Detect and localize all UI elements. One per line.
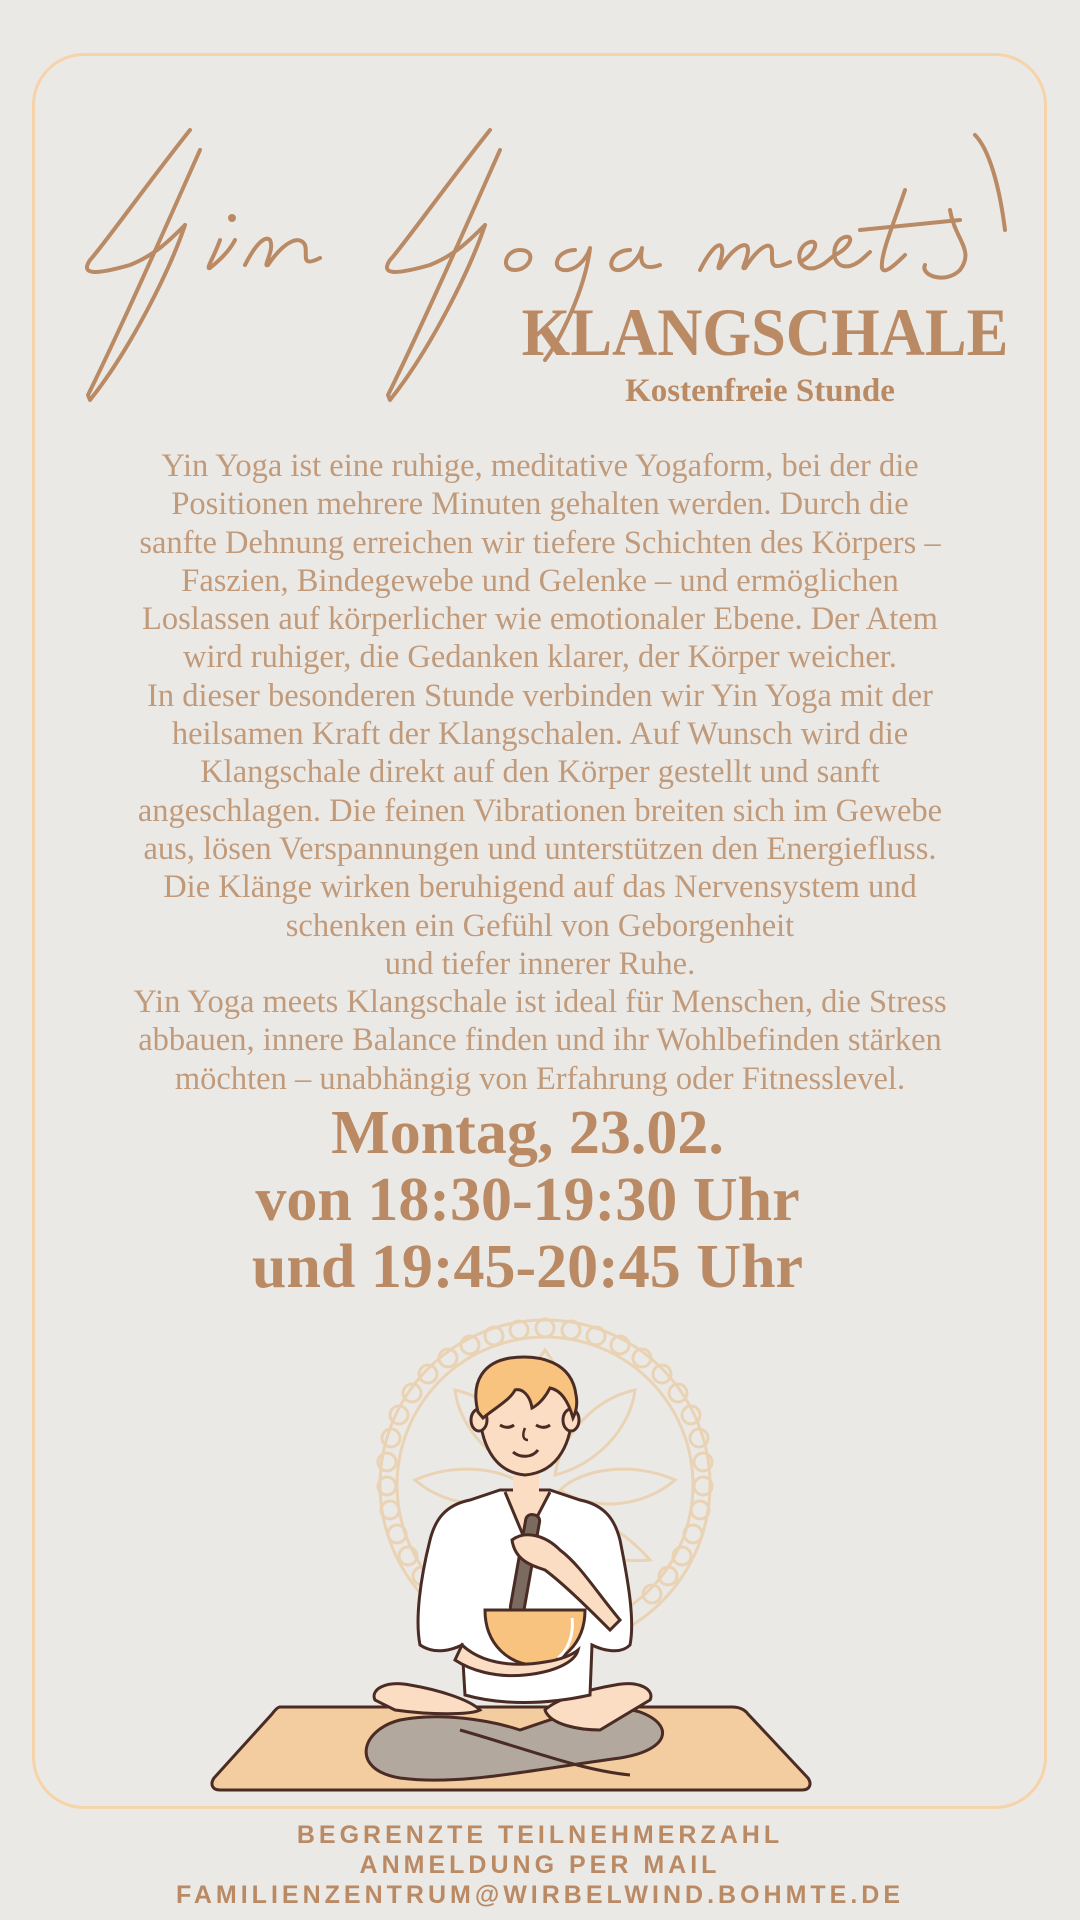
schedule <box>0 1100 1055 1301</box>
description-line: abbauen, innere Balance finden und ihr Wohlbefinden stärken <box>138 1022 942 1059</box>
description-line: möchten – unabhängig von Erfahrung oder Fitnesslevel. <box>174 1060 906 1097</box>
schedule-date: Montag, 23.02. <box>331 1099 724 1167</box>
description-line: heilsamen Kraft der Klangschalen. Auf Wunsch wird die <box>171 716 909 753</box>
description-line: und tiefer innerer Ruhe. <box>384 945 696 982</box>
footer <box>0 1820 1080 1910</box>
headline: KLANGSCHALE <box>521 294 1009 370</box>
description <box>50 447 1030 1098</box>
description-line: aus, lösen Verspannungen und unterstützen den Energiefluss. <box>143 830 937 867</box>
description-line: Loslassen auf körperlicher wie emotionaler Ebene. Der Atem <box>142 601 938 638</box>
description-line: schenken ein Gefühl von Geborgenheit <box>285 907 795 944</box>
person-meditating-with-singing-bowl-icon <box>200 1300 900 1800</box>
description-line: wird ruhiger, die Gedanken klarer, der Körper weicher. <box>183 639 897 676</box>
description-line: Klangschale direkt auf den Körper gestellt und sanft <box>200 754 880 791</box>
subtitle: Kostenfreie Stunde <box>625 373 895 409</box>
description-line: Yin Yoga meets Klangschale ist ideal für Menschen, die Stress <box>133 984 947 1021</box>
participant-limit-notice: BEGRENZTE TEILNEHMERZAHL <box>296 1821 784 1849</box>
description-line: angeschlagen. Die feinen Vibrationen breiten sich im Gewebe <box>137 792 943 829</box>
description-line: In dieser besonderen Stunde verbinden wir Yin Yoga mit der <box>147 677 933 714</box>
description-line: sanfte Dehnung erreichen wir tiefere Schichten des Körpers – <box>139 524 941 561</box>
meditation-illustration <box>200 1300 900 1800</box>
schedule-slot-1: von 18:30-19:30 Uhr <box>255 1166 800 1234</box>
script-title-lettering-icon <box>0 90 1080 420</box>
registration-notice: ANMELDUNG PER MAIL <box>359 1851 721 1879</box>
script-title <box>0 90 1080 420</box>
description-line: Die Klänge wirken beruhigend auf das Nervensystem und <box>163 869 917 906</box>
description-line: Positionen mehrere Minuten gehalten werden. Durch die <box>171 486 909 523</box>
description-line: Yin Yoga ist eine ruhige, meditative Yogaform, bei der die <box>161 448 919 484</box>
contact-email[interactable]: FAMILIENZENTRUM@WIRBELWIND.BOHMTE.DE <box>175 1881 905 1909</box>
schedule-slot-2: und 19:45-20:45 Uhr <box>251 1233 804 1301</box>
description-line: Faszien, Bindegewebe und Gelenke – und ermöglichen <box>181 562 899 599</box>
face <box>471 1357 579 1475</box>
